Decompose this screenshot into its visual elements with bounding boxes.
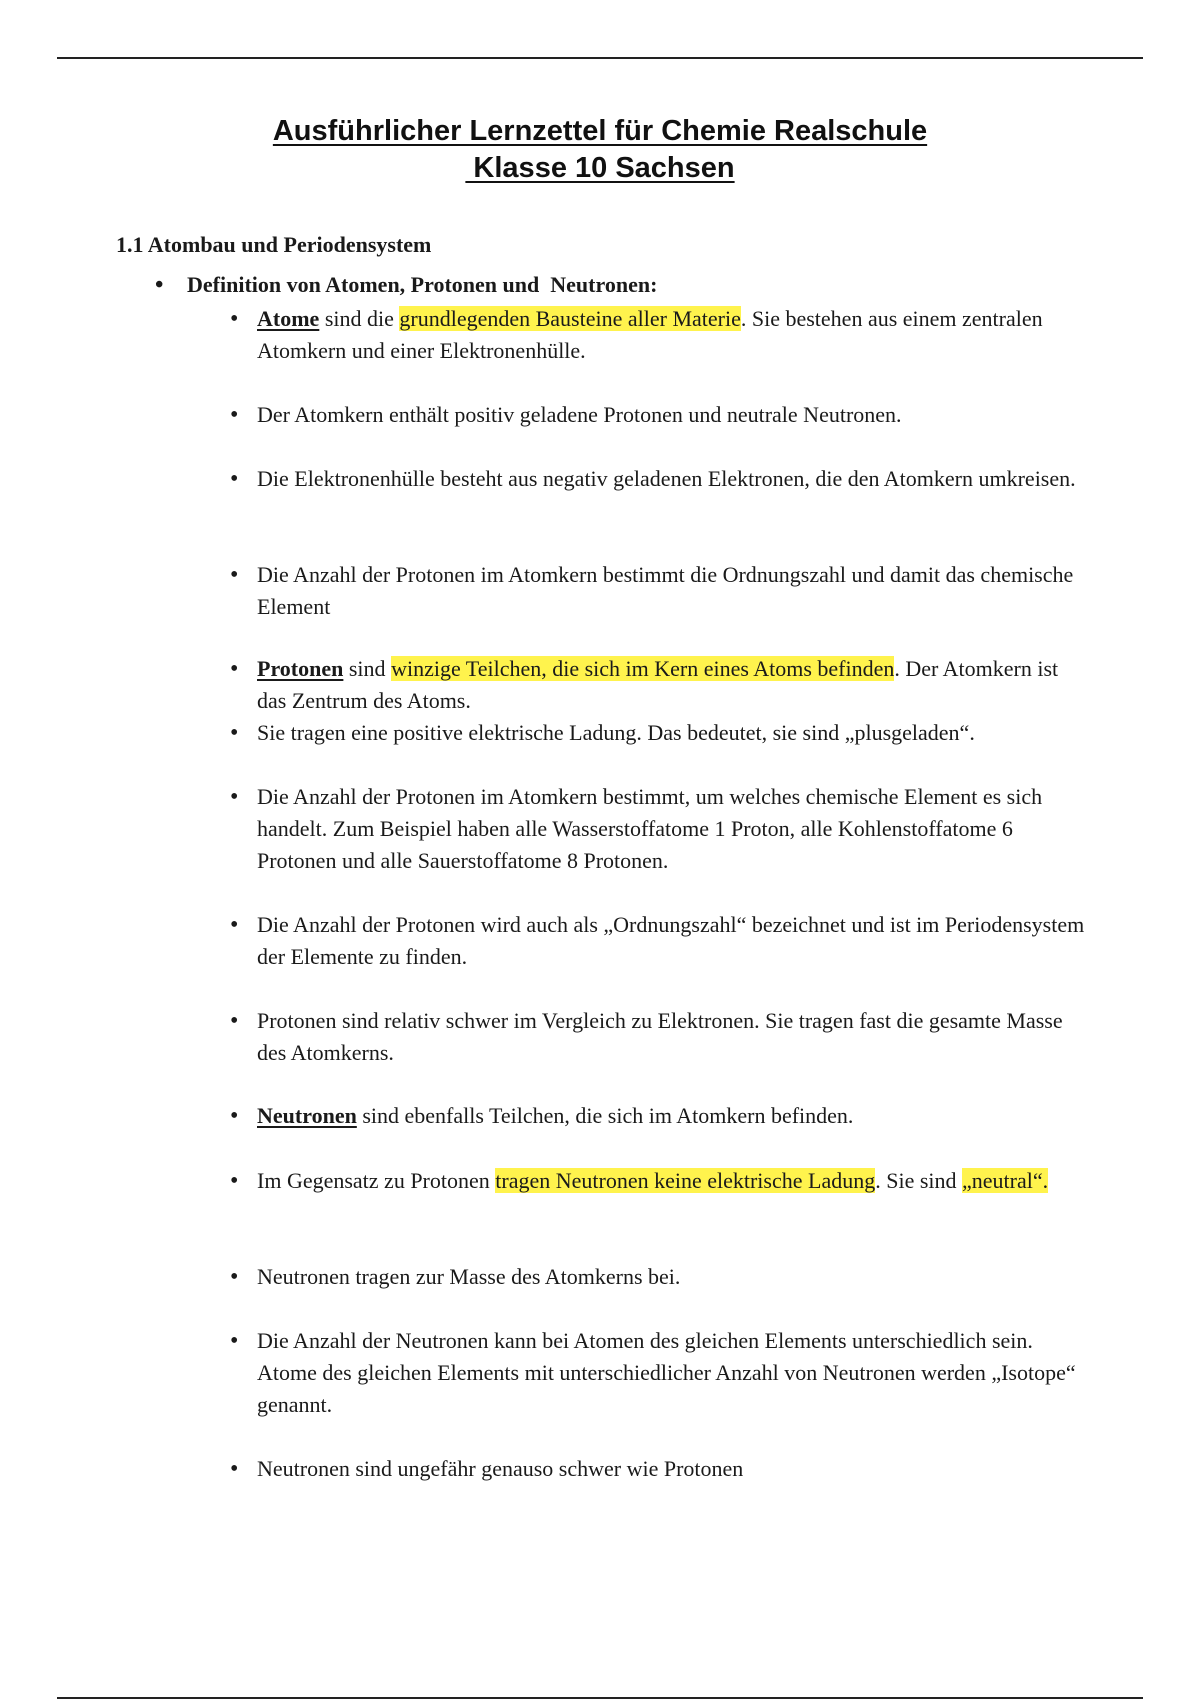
list-item: • Protonen sind relativ schwer im Vergleich zu Elektronen. Sie tragen fast die gesamte Masse des Atomkerns. bbox=[257, 1005, 1092, 1069]
item-text: sind ebenfalls Teilchen, die sich im Atomkern befinden. bbox=[356, 1103, 854, 1128]
list-item-neutronen bbox=[257, 1100, 1092, 1132]
page-bottom-rule bbox=[57, 1697, 1143, 1699]
list-item bbox=[257, 1165, 1092, 1197]
list-item: • Die Anzahl der Protonen im Atomkern bestimmt, um welches chemische Element es sich handelt. Zum Beispiel haben alle Wasserstoffatome 1 Proton, alle Kohlenstoffatome 6 Protonen und alle Sauerstoffatome 8 Protonen. bbox=[257, 781, 1092, 877]
term-atome: Atome bbox=[257, 306, 320, 331]
highlight-text: tragen Neutronen keine elektrische Ladung bbox=[495, 1168, 876, 1193]
document-title bbox=[0, 113, 1200, 187]
list-item-protonen bbox=[257, 653, 1092, 717]
item-text: Im Gegensatz zu Protonen bbox=[257, 1168, 496, 1193]
list-item: • Die Anzahl der Protonen im Atomkern bestimmt die Ordnungszahl und damit das chemische Element bbox=[257, 559, 1092, 623]
list-item: • Die Anzahl der Protonen wird auch als „Ordnungszahl“ bezeichnet und ist im Periodensystem der Elemente zu finden. bbox=[257, 909, 1092, 973]
term-neutronen: Neutronen bbox=[257, 1103, 357, 1128]
list-item: • Die Anzahl der Neutronen kann bei Atomen des gleichen Elements unterschiedlich sein. Atome des gleichen Elements mit unterschiedlicher Anzahl von Neutronen werden „Isotope“ genannt. bbox=[257, 1325, 1092, 1421]
item-text: . Sie bestehen aus einem zentralen Atomkern und einer Elektronenhülle. bbox=[257, 306, 1043, 363]
list-heading: Definition von Atomen, Protonen und Neutronen: bbox=[187, 272, 658, 297]
list-item: • Neutronen sind ungefähr genauso schwer wie Protonen bbox=[257, 1453, 1092, 1485]
list-item: • Sie tragen eine positive elektrische Ladung. Das bedeutet, sie sind „plusgeladen“. bbox=[257, 717, 1092, 749]
title-line-2: Klasse 10 Sachsen bbox=[465, 152, 735, 184]
page-top-rule bbox=[57, 57, 1143, 59]
list-item: • Der Atomkern enthält positiv geladene Protonen und neutrale Neutronen. bbox=[257, 399, 1092, 431]
item-text: sind die bbox=[319, 306, 400, 331]
list-item: • Neutronen tragen zur Masse des Atomkerns bei. bbox=[257, 1261, 1092, 1293]
highlight-text: grundlegenden Bausteine aller Materie bbox=[399, 306, 741, 331]
item-text: sind bbox=[343, 656, 392, 681]
section-heading: 1.1 Atombau und Periodensystem bbox=[116, 232, 432, 257]
highlight-text: „neutral“. bbox=[962, 1168, 1049, 1193]
list-heading-item bbox=[157, 270, 657, 300]
list-item: • Die Elektronenhülle besteht aus negativ geladenen Elektronen, die den Atomkern umkreisen. bbox=[257, 463, 1092, 495]
list-item-atome bbox=[257, 303, 1092, 367]
item-text: . Sie sind bbox=[875, 1168, 963, 1193]
item-text: . Der Atomkern ist das Zentrum des Atoms. bbox=[257, 656, 1059, 713]
title-line-1: Ausführlicher Lernzettel für Chemie Realschule bbox=[272, 115, 928, 147]
term-protonen: Protonen bbox=[257, 656, 344, 681]
highlight-text: winzige Teilchen, die sich im Kern eines Atoms befinden bbox=[391, 656, 895, 681]
